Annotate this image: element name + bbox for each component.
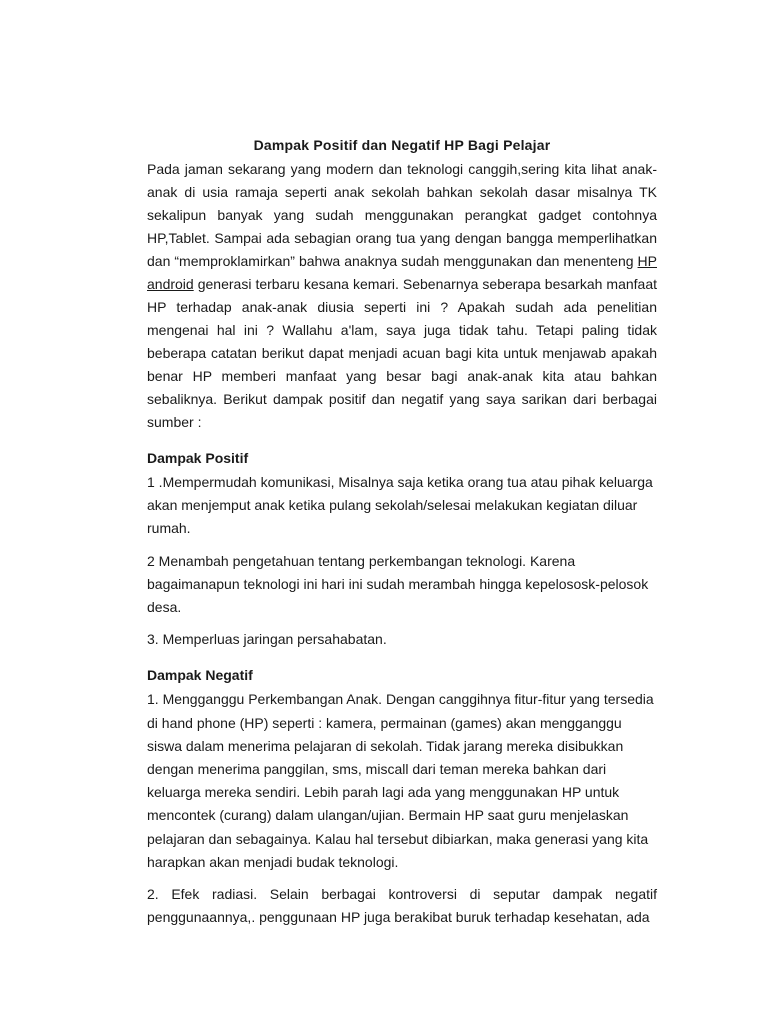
document-body (147, 135, 657, 938)
negative-item-1: 1. Mengganggu Perkembangan Anak. Dengan canggihnya fitur-fitur yang tersedia di hand phone (HP) seperti : kamera, permainan (games) akan mengganggu siswa dalam menerima pelajaran di sekolah. Tidak jarang mereka disibukkan dengan menerima panggilan, sms, miscall dari teman mereka bahkan dari keluarga mereka sendiri. Lebih parah lagi ada yang menggunakan HP untuk mencontek (curang) dalam ulangan/ujian. Bermain HP saat guru menjelaskan pelajaran dan sebagainya. Kalau hal tersebut dibiarkan, maka generasi yang kita harapkan akan menjadi budak teknologi. (147, 691, 654, 870)
intro-text-end: generasi terbaru kesana kemari. Sebenarnya seberapa besarkah manfaat HP terhadap anak-anak diusia seperti ini ? Apakah sudah ada penelitian mengenai hal ini ? Wallahu a'lam, saya juga tidak tahu. Tetapi paling tidak beberapa catatan berikut dapat menjadi acuan bagi kita untuk menjawab apakah benar HP memberi manfaat yang besar bagi anak-anak kita atau bahkan sebaliknya. Berikut dampak positif dan negatif yang saya sarikan dari berbagai sumber : (147, 276, 657, 430)
negative-item-2: 2. Efek radiasi. Selain berbagai kontroversi di seputar dampak negatif penggunaannya,. penggunaan HP juga berakibat buruk terhadap kesehatan, ada (147, 886, 657, 926)
intro-text-start: Pada jaman sekarang yang modern dan teknologi canggih,sering kita lihat anak-anak di usia ramaja seperti anak sekolah bahkan sekolah dasar misalnya TK sekalipun banyak yang sudah menggunakan perangkat gadget contohnya HP,Tablet. Sampai ada sebagian orang tua yang dengan bangga memperlihatkan dan “memproklamirkan” bahwa anaknya sudah menggunakan dan menenteng (147, 161, 657, 269)
positive-heading: Dampak Positif (147, 450, 249, 466)
positive-item-2: 2 Menambah pengetahuan tentang perkembangan teknologi. Karena bagaimanapun teknologi ini hari ini sudah merambah hingga kepelososk-pelosok desa. (147, 552, 649, 616)
positive-item-1: 1 .Mempermudah komunikasi, Misalnya saja ketika orang tua atau pihak keluarga akan menjemput anak ketika pulang sekolah/selesai melakukan kegiatan diluar rumah. (147, 474, 653, 537)
intro-paragraph (147, 158, 657, 434)
document-title: Dampak Positif dan Negatif HP Bagi Pelajar (253, 137, 551, 153)
positive-item-3: 3. Memperluas jaringan persahabatan. (147, 631, 387, 648)
hp-android-link[interactable]: HP android (147, 253, 657, 292)
negative-heading: Dampak Negatif (147, 667, 253, 684)
